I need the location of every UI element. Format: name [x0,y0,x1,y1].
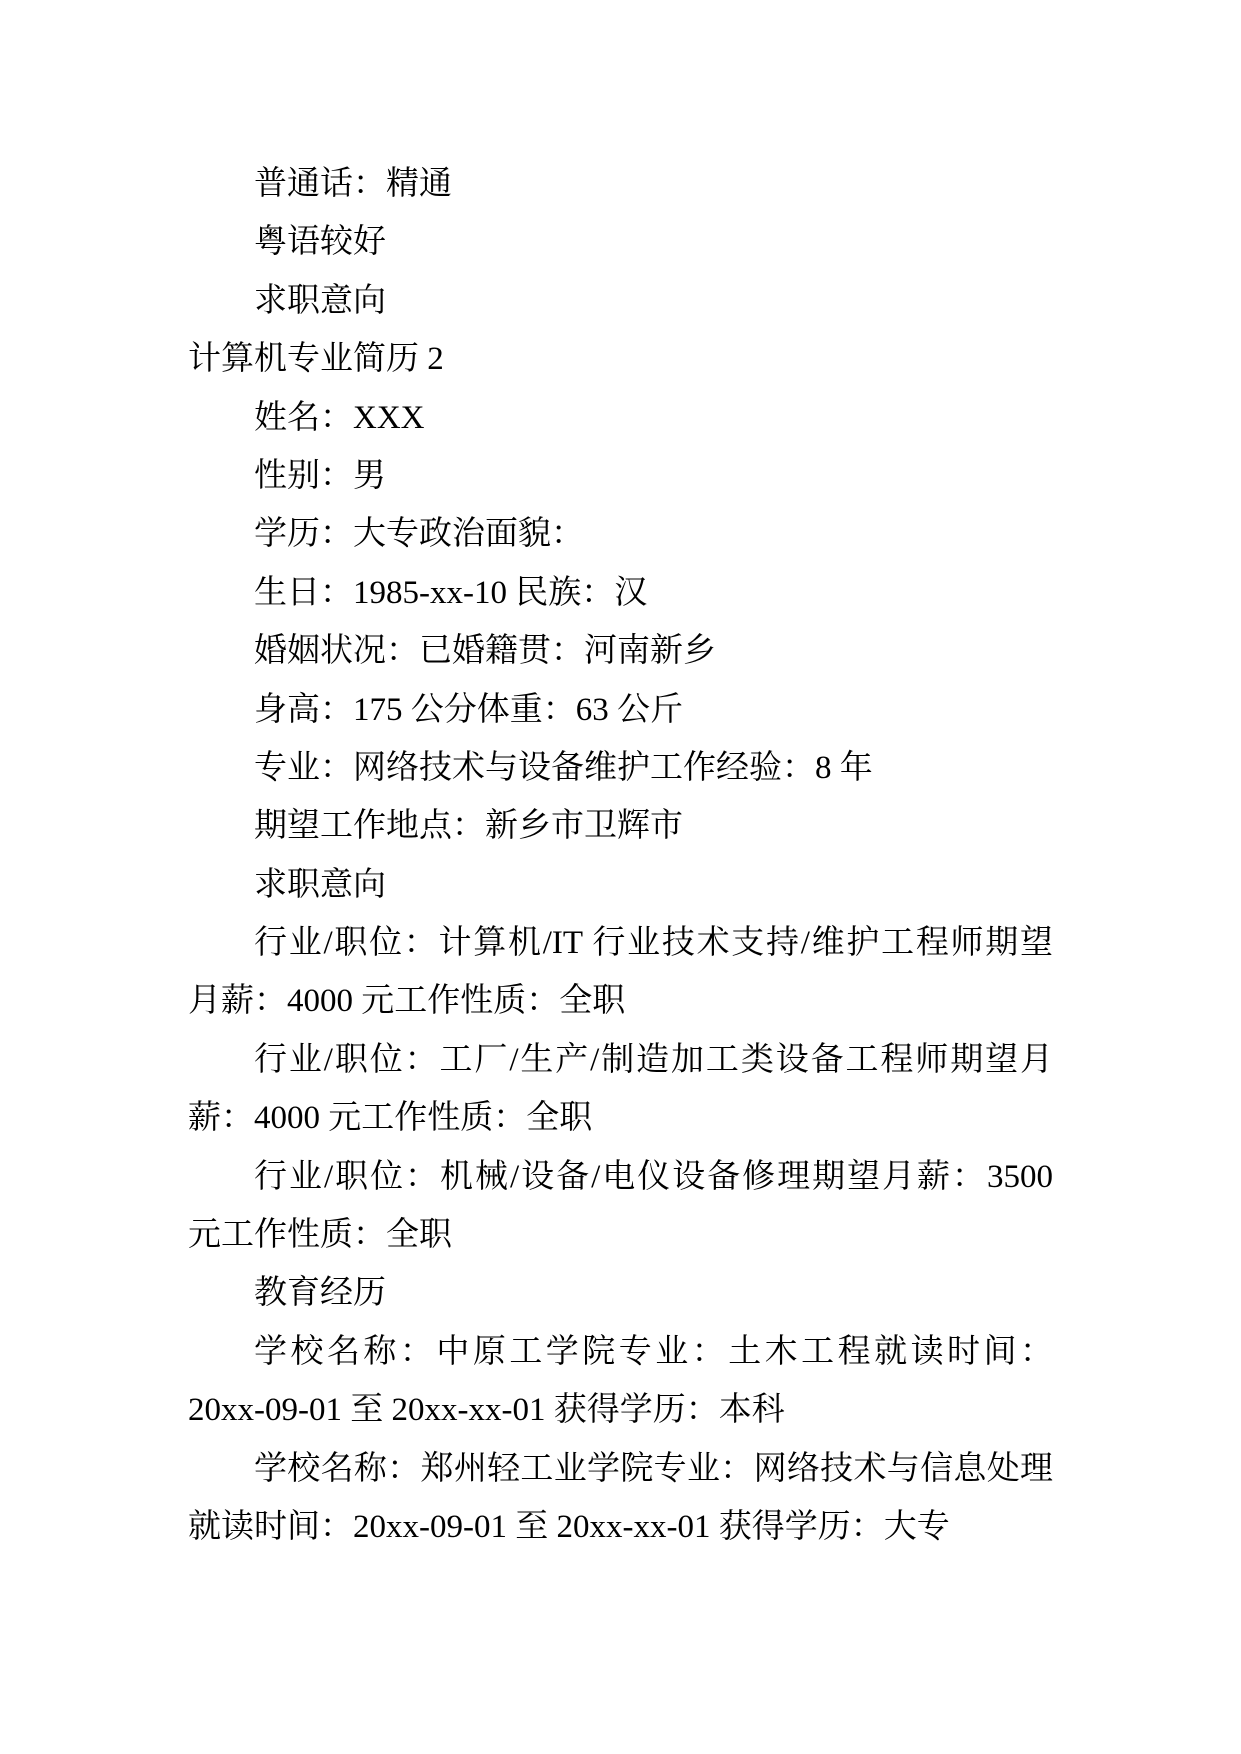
info-preferred-location: 期望工作地点：新乡市卫辉市 [254,808,683,845]
language-cantonese: 粤语较好 [254,224,386,261]
job-intention-item [188,914,1053,1031]
education-item [188,1440,1053,1557]
info-height-weight: 身高：175 公分体重：63 公斤 [254,691,683,728]
personal-info [188,389,1053,856]
language-mandarin: 普通话：精通 [254,166,452,202]
education [188,1264,1053,1556]
job-intention-item [188,1031,1053,1148]
job-intention-line: 元工作性质：全职 [188,1217,452,1254]
job-intention-line: 薪：4000 元工作性质：全职 [188,1100,593,1137]
job-intention-line: 行业/职位：工厂/生产/制造加工类设备工程师期望月 [254,1041,1053,1078]
education-line: 就读时间：20xx-09-01 至 20xx-xx-01 获得学历：大专 [188,1508,950,1545]
job-intention [188,856,1053,1265]
job-intention-heading-previous: 求职意向 [254,282,386,319]
education-item [188,1323,1053,1440]
info-education-politics: 学历：大专政治面貌： [254,516,584,553]
job-intention-item [188,1148,1053,1265]
education-line: 学校名称：郑州轻工业学院专业：网络技术与信息处理 [254,1450,1053,1487]
education-heading: 教育经历 [254,1275,386,1312]
info-name: 姓名：XXX [254,399,425,436]
education-line: 20xx-09-01 至 20xx-xx-01 获得学历：本科 [188,1392,785,1429]
document-page [188,155,1053,1556]
job-intention-line: 行业/职位：计算机/IT 行业技术支持/维护工程师期望 [254,925,1053,962]
info-major-experience: 专业：网络技术与设备维护工作经验：8 年 [254,749,873,786]
resume-section [188,330,1053,1556]
info-birthday-ethnicity: 生日：1985-xx-10 民族：汉 [254,574,648,611]
job-intention-line: 行业/职位：机械/设备/电仪设备修理期望月薪：3500 [254,1158,1053,1195]
education-line: 学校名称：中原工学院专业：土木工程就读时间： [254,1333,1053,1370]
info-marital-hometown: 婚姻状况：已婚籍贯：河南新乡 [254,633,716,670]
resume-title: 计算机专业简历 2 [188,341,444,378]
info-gender: 性别：男 [254,457,386,494]
previous-resume-tail [188,155,1053,330]
job-intention-line: 月薪：4000 元工作性质：全职 [188,983,626,1020]
job-intention-heading: 求职意向 [254,866,386,903]
